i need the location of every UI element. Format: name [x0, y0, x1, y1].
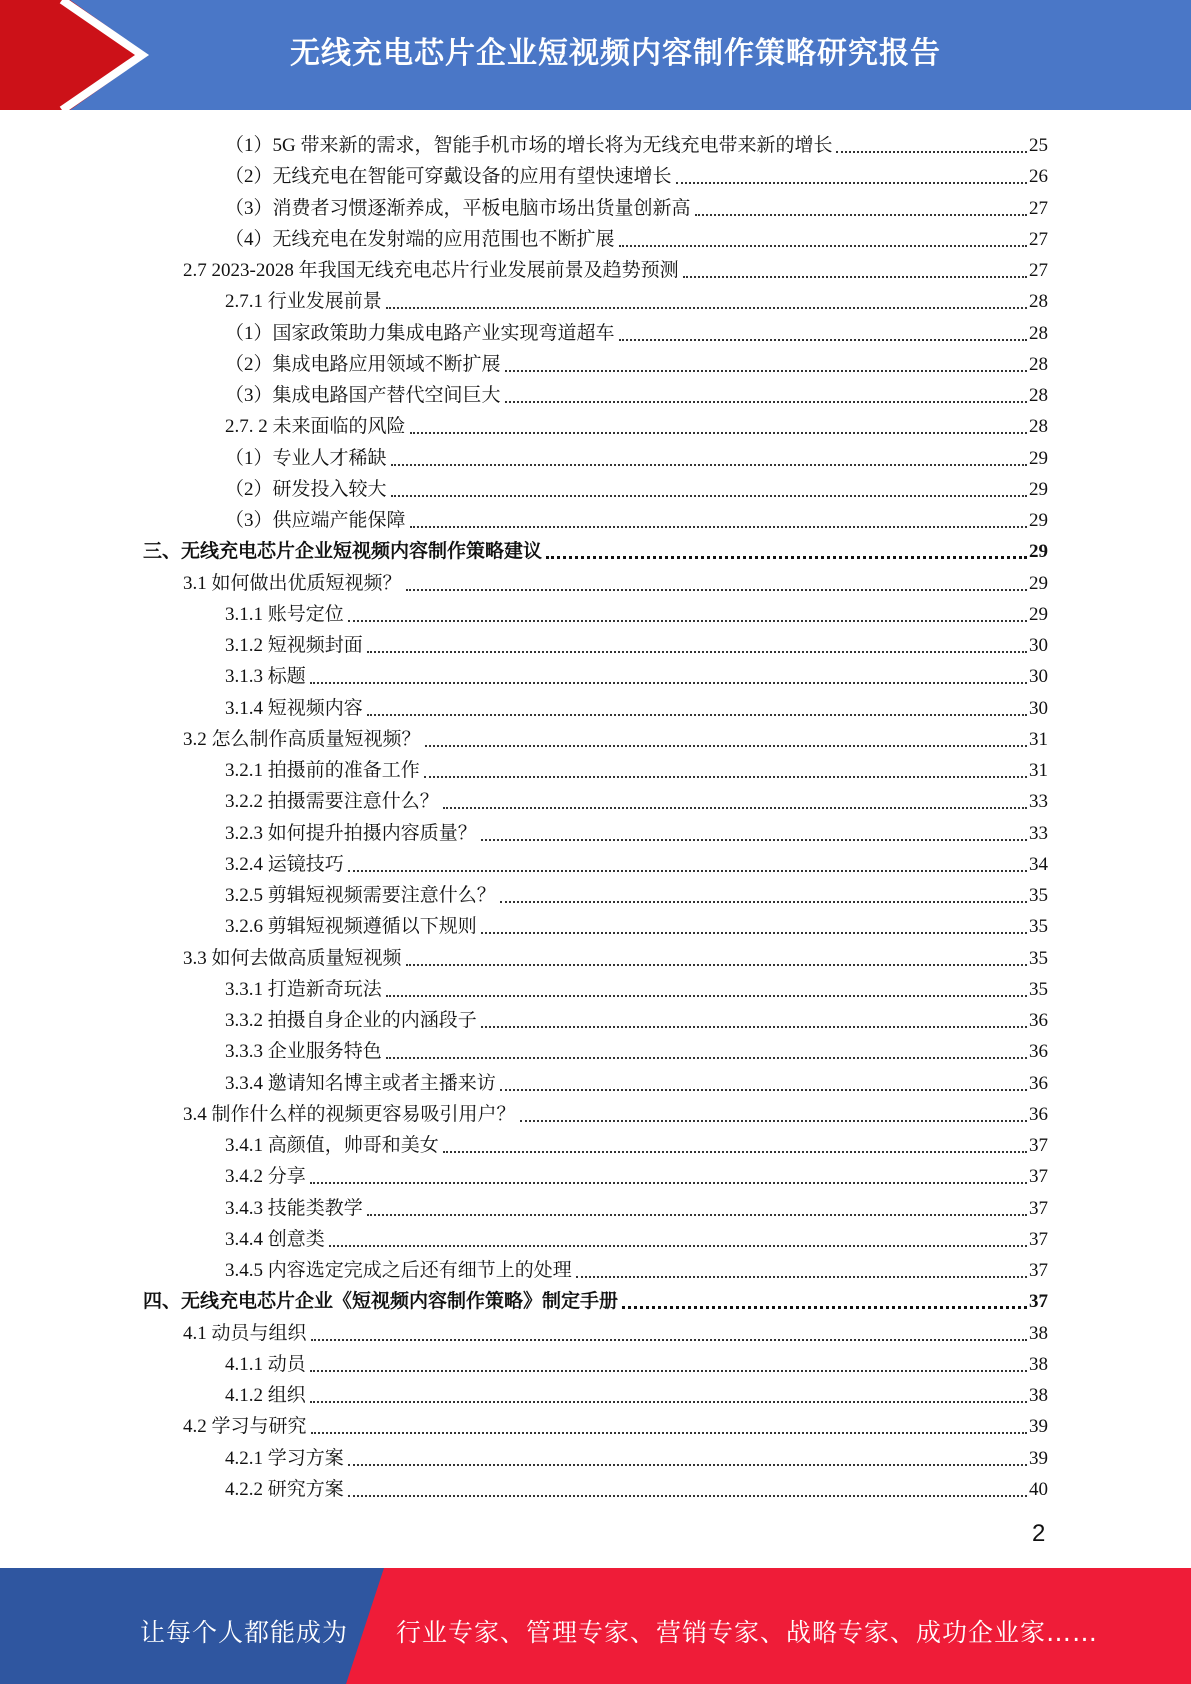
toc-leader-dots — [311, 1431, 1027, 1434]
toc-entry-page: 38 — [1029, 1385, 1048, 1406]
toc-entry[interactable] — [225, 316, 1048, 346]
toc-entry[interactable] — [225, 222, 1048, 252]
toc-entry-page: 37 — [1029, 1260, 1048, 1281]
toc-entry-page: 26 — [1029, 166, 1048, 188]
toc-entry-label: （4）无线充电在发射端的应用范围也不断扩展 — [225, 228, 615, 250]
toc-leader-dots — [622, 1305, 1027, 1309]
toc-entry-label: 3.3.1 打造新奇玩法 — [225, 978, 382, 1000]
toc-entry[interactable] — [225, 1253, 1048, 1283]
toc-entry-page: 25 — [1029, 135, 1048, 156]
toc-entry-page: 31 — [1029, 760, 1048, 781]
toc-leader-dots — [348, 869, 1027, 872]
toc-leader-dots — [391, 494, 1027, 497]
toc-entry[interactable] — [225, 972, 1048, 1002]
toc-entry-label: 3.4.4 创意类 — [225, 1228, 325, 1250]
toc-entry-label: 三、无线充电芯片企业短视频内容制作策略建议 — [143, 541, 543, 563]
toc-entry[interactable] — [183, 1097, 1048, 1127]
toc-entry-label: （3）集成电路国产替代空间巨大 — [225, 385, 501, 406]
toc-entry-page: 33 — [1029, 822, 1048, 844]
toc-leader-dots — [348, 1494, 1027, 1497]
toc-entry[interactable] — [183, 253, 1048, 283]
toc-leader-dots — [367, 1213, 1027, 1216]
toc-entry-label: 3.4.2 分享 — [225, 1166, 306, 1188]
toc-leader-dots — [505, 369, 1027, 372]
toc-entry[interactable] — [225, 159, 1048, 189]
toc-entry-page: 36 — [1029, 1041, 1048, 1063]
toc-entry-label: （2）研发投入较大 — [225, 478, 387, 500]
toc-entry[interactable] — [183, 1409, 1048, 1439]
toc-leader-dots — [676, 181, 1027, 184]
toc-entry-label: 4.1.2 组织 — [225, 1385, 306, 1406]
toc-entry-label: 3.4.3 技能类教学 — [225, 1197, 363, 1219]
toc-entry-page: 36 — [1029, 1010, 1048, 1031]
toc-entry-page: 27 — [1029, 228, 1048, 250]
toc-entry-label: 4.2.2 研究方案 — [225, 1478, 344, 1500]
toc-entry-page: 28 — [1029, 385, 1048, 406]
toc-leader-dots — [310, 1369, 1027, 1372]
toc-leader-dots — [391, 463, 1027, 466]
toc-entry[interactable] — [225, 784, 1048, 814]
toc-entry[interactable] — [183, 941, 1048, 971]
toc-leader-dots — [386, 1056, 1027, 1059]
toc-entry-page: 35 — [1029, 916, 1048, 938]
toc-entry-page: 28 — [1029, 322, 1048, 344]
toc-entry[interactable] — [225, 1066, 1048, 1096]
toc-entry[interactable] — [143, 534, 1048, 564]
toc-entry-label: （1）国家政策助力集成电路产业实现弯道超车 — [225, 322, 615, 344]
toc-entry-page: 28 — [1029, 291, 1048, 313]
toc-entry-page: 36 — [1029, 1103, 1048, 1125]
toc-entry-page: 28 — [1029, 353, 1048, 375]
toc-entry-label: 3.2.1 拍摄前的准备工作 — [225, 760, 420, 781]
toc-entry-label: 2.7.1 行业发展前景 — [225, 291, 382, 313]
toc-entry[interactable] — [225, 409, 1048, 439]
toc-entry-label: 3.1.2 短视频封面 — [225, 635, 363, 656]
toc-entry-page: 35 — [1029, 978, 1048, 1000]
toc-leader-dots — [310, 1400, 1027, 1403]
toc-entry[interactable] — [225, 1191, 1048, 1221]
toc-entry[interactable] — [225, 378, 1048, 408]
toc-entry[interactable] — [225, 878, 1048, 908]
toc-leader-dots — [546, 555, 1027, 559]
toc-entry-label: 3.3 如何去做高质量短视频 — [183, 947, 402, 969]
toc-leader-dots — [500, 900, 1027, 903]
toc-leader-dots — [481, 931, 1027, 934]
toc-entry[interactable] — [183, 566, 1048, 596]
toc-leader-dots — [695, 213, 1027, 216]
page-footer — [0, 1568, 1191, 1684]
toc-entry-page: 28 — [1029, 416, 1048, 438]
toc-entry[interactable] — [225, 691, 1048, 721]
toc-entry[interactable] — [225, 1378, 1048, 1408]
toc-leader-dots — [311, 1338, 1027, 1341]
toc-entry-page: 29 — [1029, 541, 1048, 563]
toc-entry[interactable] — [225, 909, 1048, 939]
toc-entry-label: 3.1.4 短视频内容 — [225, 697, 363, 719]
toc-entry-label: （2）集成电路应用领域不断扩展 — [225, 353, 501, 375]
toc-leader-dots — [367, 650, 1027, 653]
toc-entry[interactable] — [225, 347, 1048, 377]
toc-entry-label: （1）专业人才稀缺 — [225, 447, 387, 469]
toc-leader-dots — [443, 806, 1027, 809]
toc-entry-label: 四、无线充电芯片企业《短视频内容制作策略》制定手册 — [143, 1291, 619, 1313]
toc-entry-label: 3.1.1 账号定位 — [225, 603, 344, 625]
toc-leader-dots — [310, 1181, 1027, 1184]
toc-leader-dots — [386, 306, 1027, 309]
toc-entry-label: 3.2.3 如何提升拍摄内容质量？ — [225, 822, 477, 844]
toc-entry-page: 36 — [1029, 1072, 1048, 1094]
toc-entry-page: 39 — [1029, 1416, 1048, 1438]
toc-entry-label: （1）5G 带来新的需求，智能手机市场的增长将为无线充电带来新的增长 — [225, 135, 833, 156]
toc-entry-label: 3.2.5 剪辑短视频需要注意什么？ — [225, 885, 496, 906]
toc-entry[interactable] — [225, 472, 1048, 502]
toc-entry[interactable] — [225, 1472, 1048, 1502]
toc-entry[interactable] — [225, 284, 1048, 314]
toc-entry-page: 40 — [1029, 1478, 1048, 1500]
toc-entry-label: （3）消费者习惯逐渐养成，平板电脑市场出货量创新高 — [225, 197, 691, 219]
toc-leader-dots — [425, 744, 1027, 747]
toc-leader-dots — [386, 994, 1027, 997]
toc-entry[interactable] — [225, 503, 1048, 533]
toc-leader-dots — [410, 431, 1027, 434]
toc-entry-label: 3.3.3 企业服务特色 — [225, 1041, 382, 1063]
toc-leader-dots — [576, 1275, 1027, 1278]
toc-leader-dots — [406, 588, 1027, 591]
toc-leader-dots — [619, 244, 1027, 247]
toc-entry[interactable] — [225, 191, 1048, 221]
toc-entry-label: 4.1.1 动员 — [225, 1353, 306, 1375]
toc-entry-label: 2.7 2023-2028 年我国无线充电芯片行业发展前景及趋势预测 — [183, 260, 679, 281]
toc-entry-label: （2）无线充电在智能可穿戴设备的应用有望快速增长 — [225, 166, 672, 188]
toc-entry-page: 33 — [1029, 791, 1048, 813]
page-number: 2 — [1032, 1520, 1046, 1547]
toc-leader-dots — [410, 525, 1027, 528]
toc-entry-page: 29 — [1029, 603, 1048, 625]
footer-slogan-left: 让每个人都能成为 — [140, 1618, 349, 1647]
toc-entry-label: 3.1.3 标题 — [225, 666, 306, 688]
toc-entry-page: 39 — [1029, 1447, 1048, 1469]
toc-entry-page: 31 — [1029, 728, 1048, 750]
toc-entry[interactable] — [225, 1034, 1048, 1064]
toc-entry[interactable] — [225, 659, 1048, 689]
toc-entry-label: 3.4 制作什么样的视频更容易吸引用户？ — [183, 1103, 516, 1125]
toc-entry-page: 38 — [1029, 1353, 1048, 1375]
toc-entry-page: 37 — [1029, 1135, 1048, 1156]
toc-leader-dots — [348, 1463, 1027, 1466]
toc-entry-label: 3.1 如何做出优质短视频？ — [183, 572, 402, 594]
toc-leader-dots — [329, 1244, 1027, 1247]
toc-entry[interactable] — [183, 722, 1048, 752]
toc-leader-dots — [520, 1119, 1027, 1122]
toc-entry-label: 2.7. 2 未来面临的风险 — [225, 416, 406, 438]
toc-entry[interactable] — [225, 1347, 1048, 1377]
toc-entry-page: 38 — [1029, 1322, 1048, 1344]
toc-entry-page: 30 — [1029, 635, 1048, 656]
toc-entry-label: 3.3.4 邀请知名博主或者主播来访 — [225, 1072, 496, 1094]
toc-entry-label: 3.2.4 运镜技巧 — [225, 853, 344, 875]
toc-entry-page: 34 — [1029, 853, 1048, 875]
toc-leader-dots — [481, 838, 1027, 841]
toc-entry-label: 3.4.5 内容选定完成之后还有细节上的处理 — [225, 1260, 572, 1281]
toc-leader-dots — [310, 681, 1027, 684]
toc-entry[interactable] — [225, 1003, 1048, 1033]
toc-leader-dots — [348, 619, 1027, 622]
toc-entry[interactable] — [225, 847, 1048, 877]
toc-leader-dots — [481, 1025, 1027, 1028]
toc-leader-dots — [406, 963, 1027, 966]
toc-entry-page: 37 — [1029, 1197, 1048, 1219]
toc-entry-label: 4.1 动员与组织 — [183, 1322, 307, 1344]
toc-leader-dots — [836, 150, 1027, 153]
toc-entry-page: 29 — [1029, 447, 1048, 469]
toc-entry-page: 30 — [1029, 697, 1048, 719]
toc-entry-page: 29 — [1029, 510, 1048, 531]
toc-entry-page: 27 — [1029, 260, 1048, 281]
toc-entry[interactable] — [183, 1316, 1048, 1346]
toc-entry-page: 29 — [1029, 478, 1048, 500]
toc-entry[interactable] — [225, 1128, 1048, 1158]
toc-entry-label: 3.3.2 拍摄自身企业的内涵段子 — [225, 1010, 477, 1031]
toc-leader-dots — [443, 1150, 1027, 1153]
toc-leader-dots — [683, 275, 1027, 278]
toc-leader-dots — [505, 400, 1027, 403]
toc-entry-label: （3）供应端产能保障 — [225, 510, 406, 531]
toc-entry-page: 35 — [1029, 885, 1048, 906]
toc-leader-dots — [367, 713, 1027, 716]
toc-entry-label: 3.2 怎么制作高质量短视频？ — [183, 728, 421, 750]
toc-entry-label: 4.2.1 学习方案 — [225, 1447, 344, 1469]
toc-entry-label: 3.2.2 拍摄需要注意什么？ — [225, 791, 439, 813]
toc-entry[interactable] — [143, 1284, 1048, 1314]
toc-entry-page: 30 — [1029, 666, 1048, 688]
toc-leader-dots — [500, 1088, 1027, 1091]
toc-entry-page: 37 — [1029, 1228, 1048, 1250]
toc-entry[interactable] — [225, 1159, 1048, 1189]
toc-entry-label: 3.2.6 剪辑短视频遵循以下规则 — [225, 916, 477, 938]
toc-leader-dots — [424, 775, 1027, 778]
toc-entry-page: 37 — [1029, 1291, 1048, 1313]
footer-slogan-right: 行业专家、管理专家、营销专家、战略专家、成功企业家…… — [396, 1618, 1099, 1647]
toc-entry-page: 29 — [1029, 572, 1048, 594]
toc-entry-label: 3.4.1 高颜值，帅哥和美女 — [225, 1135, 439, 1156]
toc-leader-dots — [619, 338, 1027, 341]
toc-entry[interactable] — [225, 816, 1048, 846]
toc-entry-page: 37 — [1029, 1166, 1048, 1188]
toc-entry[interactable] — [225, 1222, 1048, 1252]
toc-entry[interactable] — [225, 128, 1048, 158]
toc-entry[interactable] — [225, 441, 1048, 471]
toc-entry-label: 4.2 学习与研究 — [183, 1416, 307, 1438]
toc-entry-page: 27 — [1029, 197, 1048, 219]
toc-entry-page: 35 — [1029, 947, 1048, 969]
toc-entry[interactable] — [225, 1441, 1048, 1471]
toc-entry[interactable] — [225, 628, 1048, 658]
toc-entry[interactable] — [225, 753, 1048, 783]
report-title: 无线充电芯片企业短视频内容制作策略研究报告 — [290, 36, 941, 71]
toc-entry[interactable] — [225, 597, 1048, 627]
page-header — [0, 0, 1191, 110]
